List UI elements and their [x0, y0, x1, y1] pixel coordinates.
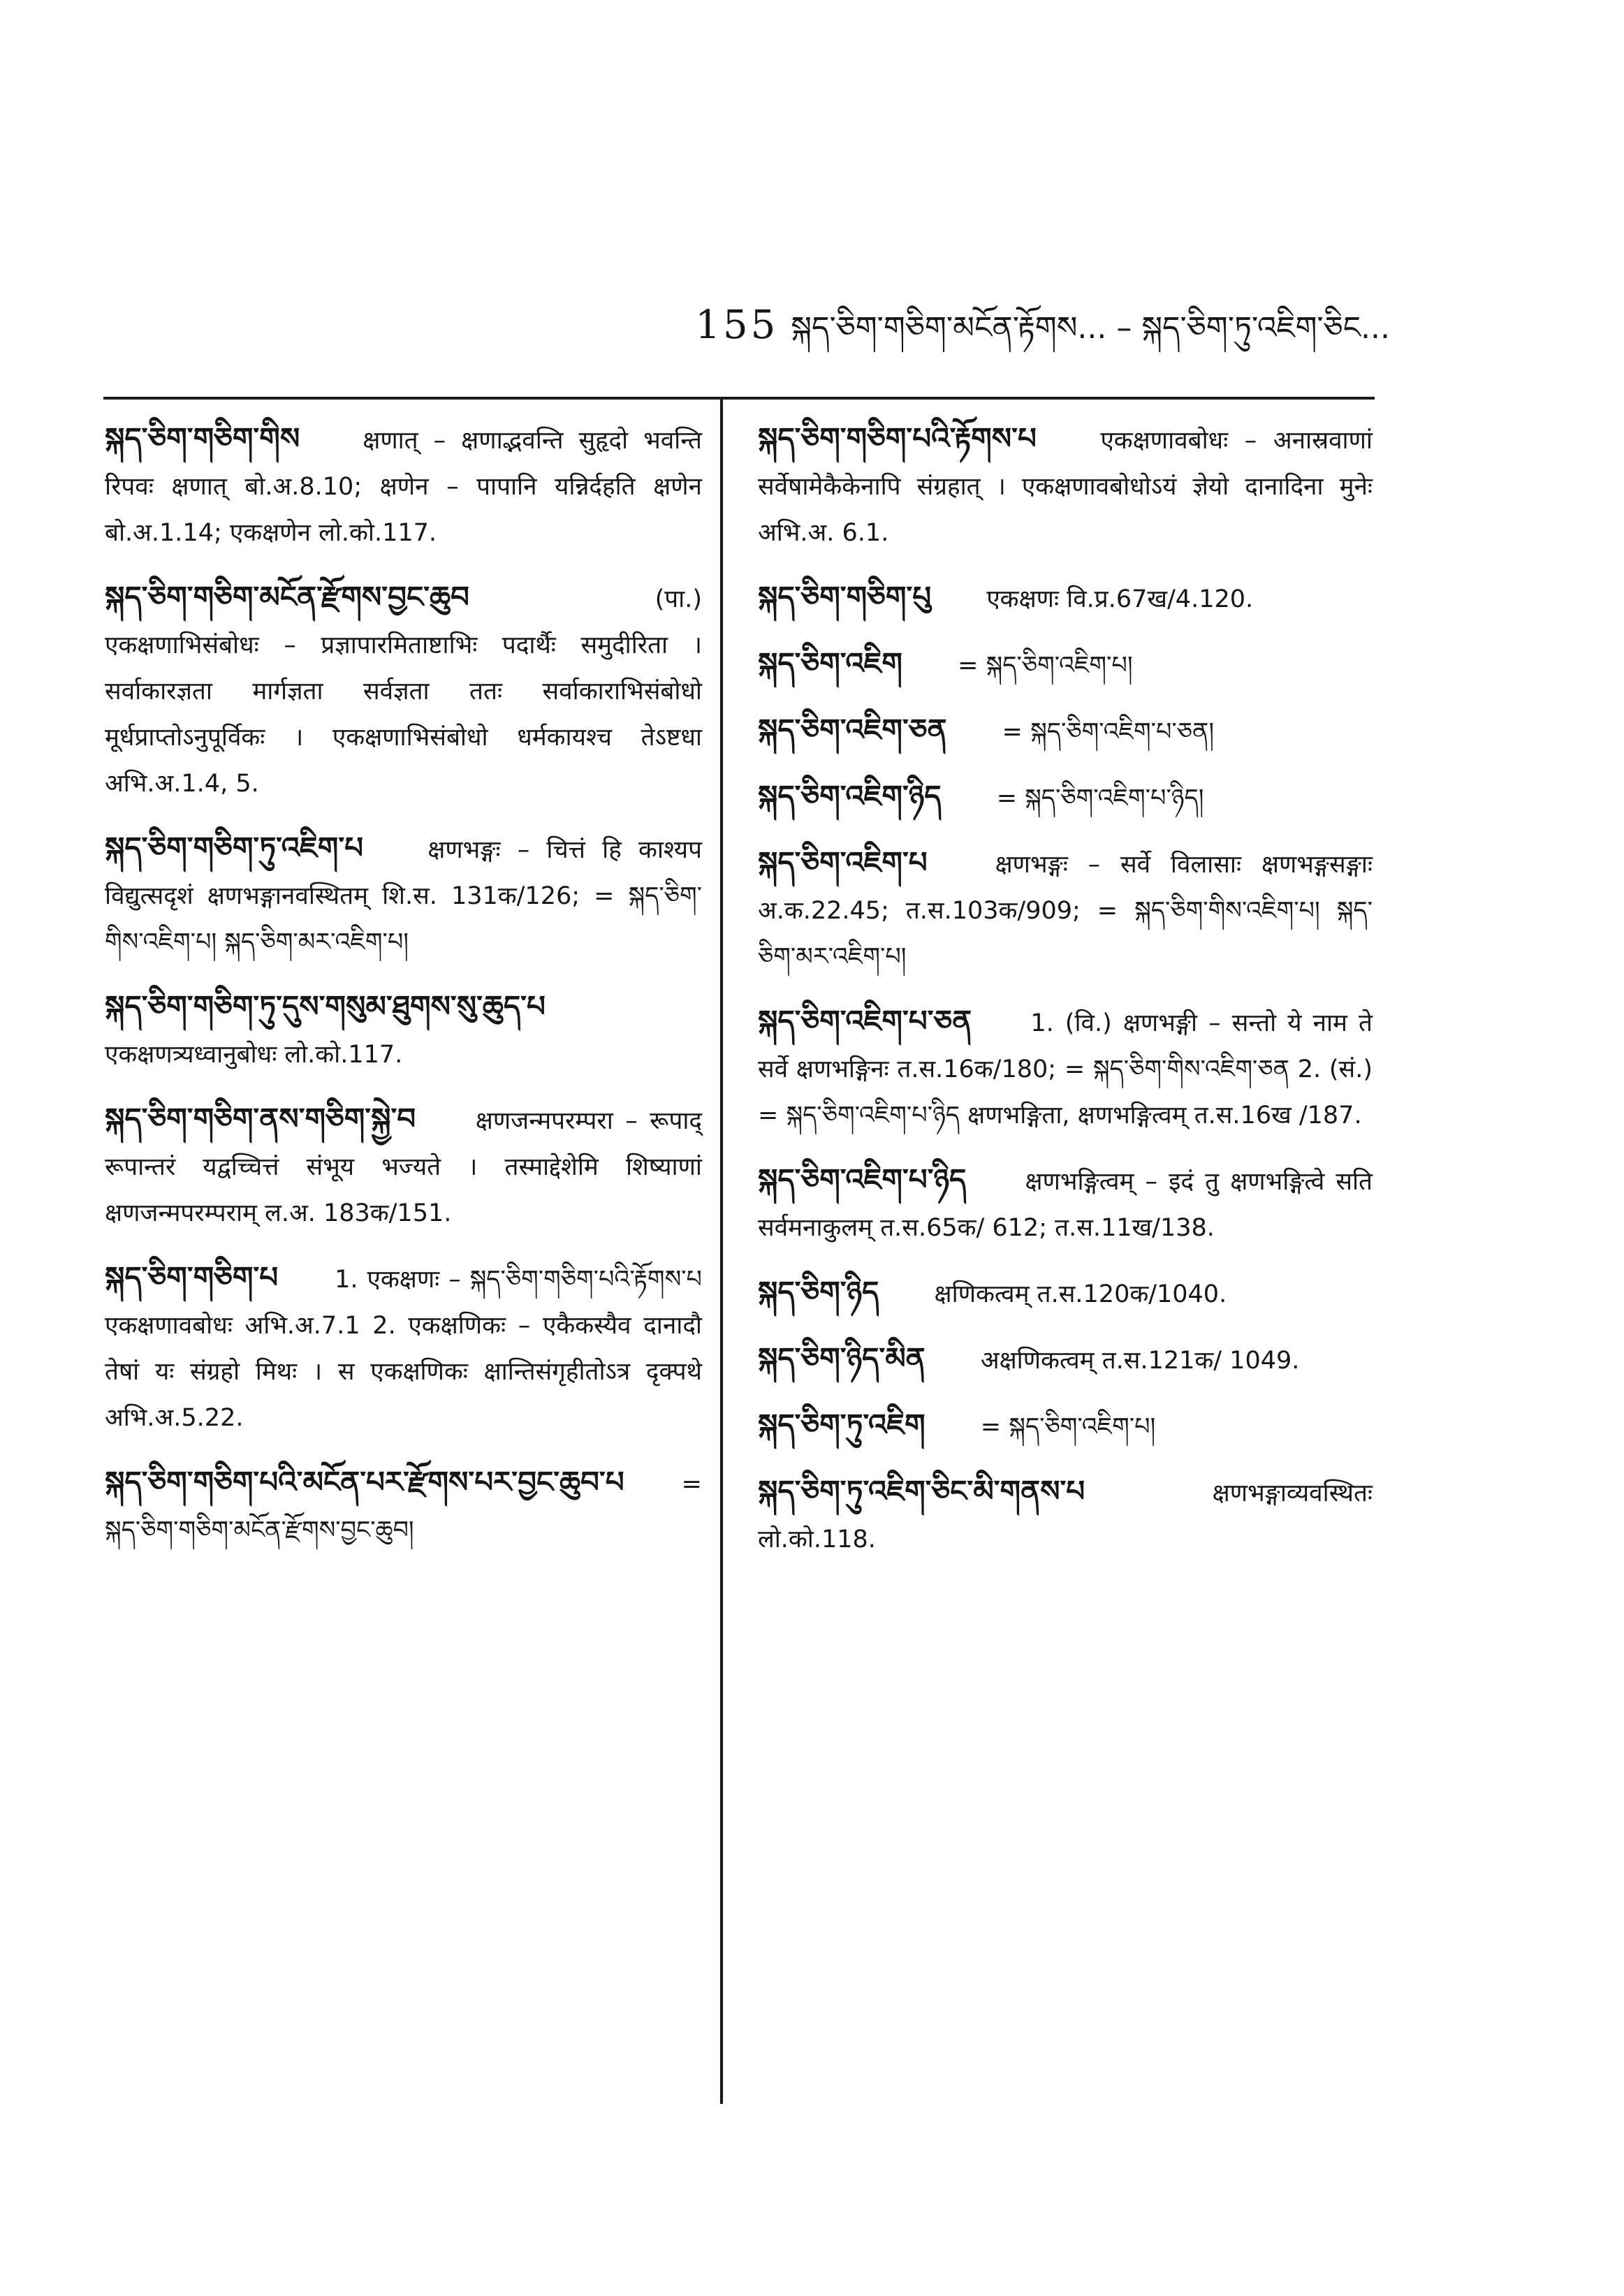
entry-gloss: = སྐད་ཅིག་འཇིག་པ་ཅན།: [1002, 718, 1215, 746]
dictionary-entry: [105, 825, 702, 965]
entry-gloss: = སྐད་ཅིག་གཅིག་མངོན་རྫོགས་བྱང་ཆུབ།: [105, 1470, 702, 1544]
entry-gloss: क्षणजन्मपरम्परा – रूपाद् रूपान्तरं यद्वच्चित्तं संभूय भज्यते । तस्माद्देशेमि शिष्याणां क्षणजन्मपरम्पराम् ल.अ. 183क/151.: [105, 1107, 702, 1227]
dictionary-entry: [105, 1096, 702, 1236]
entry-headword: སྐད་ཅིག་གཅིག་ཏུ་འཇིག་པ: [105, 831, 364, 865]
dictionary-entry: [105, 1255, 702, 1441]
entry-headword: སྐད་ཅིག་གཅིག་ནས་གཅིག་སྐྱེ་བ: [105, 1102, 416, 1136]
entry-gloss: क्षणात् – क्षणाद्भवन्ति सुहृदो भवन्ति रिपवः क्षणात् बो.अ.8.10; क्षणेन – पापानि यन्निर्दहति क्षणेन बो.अ.1.14; एकक्षणेन लो.को.117.: [105, 427, 702, 547]
entry-gloss: = སྐད་ཅིག་འཇིག་པ།: [980, 1413, 1156, 1441]
dictionary-entry: [105, 574, 702, 807]
left-column: [105, 416, 702, 1572]
entry-gloss: एकक्षणावबोधः – अनास्रवाणां सर्वेषामेकैकेनापि संग्रहात् । एकक्षणावबोधोऽयं ज्ञेयो दानादिना मुनेः अभि.अ. 6.1.: [758, 427, 1373, 547]
dictionary-entry: [758, 840, 1373, 980]
running-title: སྐད་ཅིག་གཅིག་མངོན་རྟོགས... – སྐད་ཅིག་ཏུ་འཇིག་ཅིང...: [791, 310, 1390, 346]
entry-headword: སྐད་ཅིག་གཅིག་གིས: [105, 421, 300, 455]
dictionary-entry: [758, 773, 1373, 821]
entry-headword: སྐད་ཅིག་གཅིག་པ: [105, 1260, 279, 1294]
entry-headword: སྐད་ཅིག་འཇིག་པ་ཉིད: [758, 1162, 967, 1197]
entry-gloss: एकक्षणत्र्यध्वानुबोधः लो.को.117.: [105, 1041, 403, 1069]
entry-gloss: क्षणभङ्गित्वम् – इदं तु क्षणभङ्गित्वे सति सर्वमनाकुलम् त.स.65क/ 612; त.स.11ख/138.: [758, 1168, 1373, 1242]
dictionary-entry: [758, 1269, 1373, 1317]
column-divider: [720, 400, 723, 2104]
dictionary-entry: [105, 416, 702, 556]
entry-gloss: = སྐད་ཅིག་འཇིག་པ་ཉིད།: [996, 784, 1204, 812]
header-rule: [103, 397, 1375, 400]
page-header: [695, 293, 1390, 380]
dictionary-entry: [105, 1459, 702, 1553]
dictionary-entry: [758, 1468, 1373, 1563]
dictionary-entry: [758, 707, 1373, 755]
page-number: 155: [695, 302, 779, 348]
entry-headword: སྐད་ཅིག་ཏུ་འཇིག: [758, 1407, 926, 1442]
right-column: [758, 416, 1373, 1581]
entry-gloss: अक्षणिकत्वम् त.स.121क/ 1049.: [980, 1347, 1300, 1375]
entry-headword: སྐད་ཅིག་འཇིག་ཅན: [758, 712, 947, 747]
entry-headword: སྐད་ཅིག་ཏུ་འཇིག་ཅིང་མི་གནས་པ: [758, 1474, 1085, 1508]
entry-headword: སྐད་ཅིག་འཇིག: [758, 646, 902, 680]
entry-gloss: 1. (वि.) क्षणभङ्गी – सन्तो ये नाम ते सर्वे क्षणभङ्गिनः त.स.16क/180; = སྐད་ཅིག་གིས་འཇིག་ཅན 2. (सं.) = སྐད་ཅིག་འཇིག་པ་ཉིད क्षणभङ्गिता, क्षणभङ्गित्वम् त.स.16ख /187.: [758, 1009, 1373, 1129]
dictionary-entry: [758, 998, 1373, 1139]
entry-headword: སྐད་ཅིག་ཉིད་མིན: [758, 1341, 926, 1375]
entry-headword: སྐད་ཅིག་གཅིག་མངོན་རྫོགས་བྱང་ཆུབ: [105, 580, 469, 614]
entry-headword: སྐད་ཅིག་གཅིག་པའི་རྟོགས་པ: [758, 421, 1037, 455]
entry-gloss: 1. एकक्षणः – སྐད་ཅིག་གཅིག་པའི་རྟོགས་པ एकक्षणावबोधः अभि.अ.7.1 2. एकक्षणिकः – एकैकस्यैव दानादौ तेषां यः संग्रहो मिथः । स एकक्षणिकः क्षान्तिसंगृहीतोऽत्र दृक्पथे अभि.अ.5.22.: [105, 1266, 702, 1432]
entry-gloss: क्षणभङ्गाव्यवस्थितः लो.को.118.: [758, 1479, 1373, 1553]
entry-gloss: क्षणभङ्गः – सर्वे विलासाः क्षणभङ्गसङ्गाः अ.क.22.45; त.स.103क/909; = སྐད་ཅིག་གིས་འཇིག་པ། སྐད་ཅིག་མར་འཇིག་པ།: [758, 851, 1373, 971]
entry-gloss: = སྐད་ཅིག་འཇིག་པ།: [958, 652, 1133, 680]
dictionary-entry: [758, 416, 1373, 556]
dictionary-entry: [758, 1157, 1373, 1251]
dictionary-entry: [758, 574, 1373, 622]
dictionary-entry: [758, 1402, 1373, 1450]
entry-gloss: क्षणिकत्वम् त.स.120क/1040.: [934, 1280, 1227, 1308]
entry-gloss: (पा.) एकक्षणाभिसंबोधः – प्रज्ञापारमिताष्टाभिः पदार्थैः समुदीरिता । सर्वाकारज्ञता मार्गज्ञता सर्वज्ञता ततः सर्वाकाराभिसंबोधो मूर्धप्राप्तोऽनुपूर्विकः । एकक्षणाभिसंबोधो धर्मकायश्च तेऽष्टधा अभि.अ.1.4, 5.: [105, 585, 702, 798]
entry-headword: སྐད་ཅིག་གཅིག་པའི་མངོན་པར་རྫོགས་པར་བྱང་ཆུབ་པ: [105, 1465, 624, 1499]
entry-headword: སྐད་ཅིག་ཉིད: [758, 1275, 879, 1309]
entry-headword: སྐད་ཅིག་འཇིག་པ: [758, 845, 928, 879]
dictionary-entry: [758, 1336, 1373, 1384]
entry-headword: སྐད་ཅིག་གཅིག་པུ: [758, 580, 932, 614]
entry-headword: སྐད་ཅིག་གཅིག་ཏུ་དུས་གསུམ་ཐུགས་སུ་ཆུད་པ: [105, 989, 546, 1023]
entry-gloss: एकक्षणः वि.प्र.67ख/4.120.: [986, 585, 1254, 613]
entry-headword: སྐད་ཅིག་འཇིག་པ་ཅན: [758, 1004, 972, 1038]
entry-gloss: क्षणभङ्गः – चित्तं हि काश्यप विद्युत्सदृशं क्षणभङ्गानवस्थितम् शि.स. 131क/126; = སྐད་ཅིག་གིས་འཇིག་པ། སྐད་ཅིག་མར་འཇིག་པ།: [105, 836, 702, 956]
entry-headword: སྐད་ཅིག་འཇིག་ཉིད: [758, 779, 942, 813]
dictionary-entry: [105, 984, 702, 1078]
dictionary-entry: [758, 641, 1373, 689]
